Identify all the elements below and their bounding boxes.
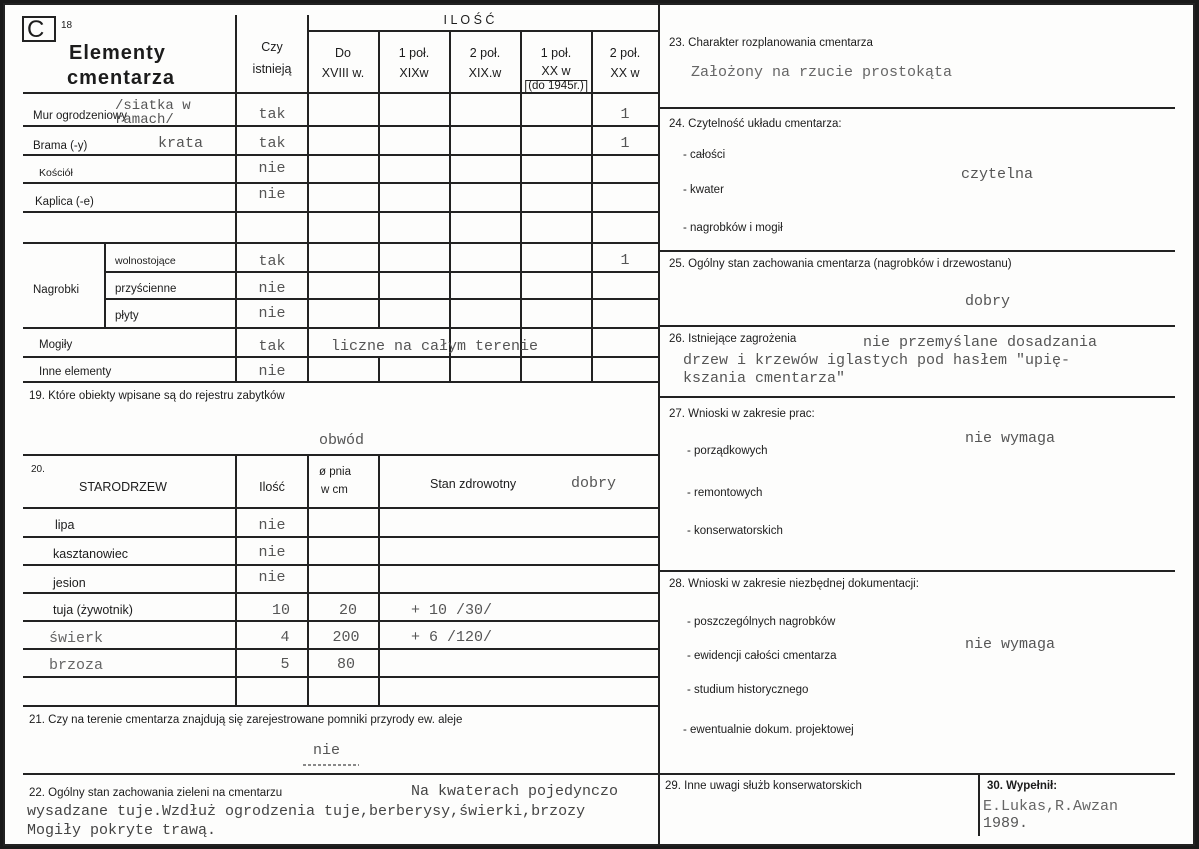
row-qty: 1 [620,106,630,123]
row-exists: nie [258,160,286,177]
nagrobki-row-exists: tak [258,253,286,270]
q24-item: - nagrobków i mogił [683,222,783,234]
q29-label: 29. Inne uwagi służb konserwatorskich [665,780,862,792]
period-label: 1 poł. [540,46,572,60]
q28-item: - ewentualnie dokum. projektowej [683,724,854,736]
row-note: /siatka w ramach/ [115,98,191,128]
period-label: 2 poł. [609,46,641,60]
q20-header-name: STARODRZEW [79,480,167,494]
nagrobki-row-exists: nie [258,305,286,322]
record-card [3,3,1195,846]
q25-label: 25. Ogólny stan zachowania cmentarza (nagrobków i drzewostanu) [669,258,1012,270]
period-label: 2 poł. [469,46,501,60]
q26-line1: nie przemyślane dosadzania [863,334,1098,351]
q22-line1: Na kwaterach pojedynczo [411,783,619,800]
q19-label: 19. Które obiekty wpisane są do rejestru zabytków [29,390,285,402]
period-label: XX w [541,64,571,78]
q19-answer: obwód [319,432,365,449]
tree-name: kasztanowiec [53,547,129,561]
q20-number: 20. [31,464,45,475]
tree-name: jesion [53,576,86,590]
period-label: XIX.w [468,66,502,80]
tree-name: brzoza [49,657,104,674]
tree-note: + 6 /120/ [411,629,493,646]
q20-health-value: dobry [571,475,617,492]
q28-item: - ewidencji całości cmentarza [687,650,837,662]
nagrobki-row-label: wolnostojące [115,255,176,267]
inne-label: Inne elementy [39,366,112,378]
q28-answer: nie wymaga [965,636,1056,653]
q27-item: - remontowych [687,487,763,499]
nagrobki-row-label: płyty [115,310,139,322]
mogily-exists: tak [258,338,286,355]
row-label: Kaplica (-e) [35,196,94,208]
q23-label: 23. Charakter rozplanowania cmentarza [669,37,873,49]
q24-item: - kwater [683,184,724,196]
q25-answer: dobry [965,293,1011,310]
mogily-label: Mogiły [39,339,73,351]
period-label: XVIII w. [321,66,365,80]
elements-title-2: cmentarza [67,67,175,89]
period-label: XX w [610,66,640,80]
q30-name: E.Lukas,R.Awzan [983,798,1119,815]
tree-qty: 10 [271,602,291,619]
q24-item: - całości [683,149,726,161]
nagrobki-row-label: przyścienne [115,283,177,295]
row-note: krata [158,135,204,152]
card-letter: C [27,16,46,43]
mogily-note: liczne na całym terenie [331,338,539,355]
q28-item: - poszczególnych nagrobków [687,616,836,628]
row-qty: 1 [620,135,630,152]
period-label: (do 1945r.) [525,80,587,94]
q27-item: - konserwatorskich [687,525,783,537]
q27-label: 27. Wnioski w zakresie prac: [669,408,815,420]
q26-line3: kszania cmentarza" [683,370,846,387]
q30-year: 1989. [983,815,1029,832]
q28-item: - studium historycznego [687,684,809,696]
tree-qty: nie [258,544,286,561]
row-label: Brama (-y) [33,140,88,152]
q22-line3: Mogiły pokryte trawą. [27,822,217,839]
q27-item: - porządkowych [687,445,768,457]
q20-header-health: Stan zdrowotny [430,477,517,491]
qty-header: I L O Ś Ć [443,13,495,27]
card-number: 18 [61,20,73,31]
q20-header-qty: Ilość [259,480,285,494]
q20-header-diam-1: ø pnia [319,466,351,478]
row-exists: tak [258,135,286,152]
tree-qty: nie [258,569,286,586]
col-exists-1: Czy [261,40,283,54]
nagrobki-label: Nagrobki [33,284,80,296]
row-label: Kościół [39,167,73,179]
tree-diam: 200 [332,629,360,646]
nagrobki-row-exists: nie [258,280,286,297]
q24-answer: czytelna [961,166,1034,183]
tree-qty: 4 [280,629,290,646]
period-label: XIXw [399,66,429,80]
row-label: Mur ogrodzeniowy [33,110,127,122]
q22-line2: wysadzane tuje.Wzdłuż ogrodzenia tuje,berberysy,świerki,brzozy [27,803,586,820]
q30-label: 30. Wypełnił: [987,780,1058,792]
tree-name: lipa [55,518,75,532]
col-exists-2: istnieją [252,62,292,76]
q27-answer: nie wymaga [965,430,1056,447]
elements-title-1: Elementy [69,42,166,64]
row-exists: tak [258,106,286,123]
period-label: Do [335,46,351,60]
tree-name: świerk [49,630,104,647]
tree-diam: 20 [338,602,358,619]
q28-label: 28. Wnioski w zakresie niezbędnej dokumentacji: [669,578,919,590]
q21-label: 21. Czy na terenie cmentarza znajdują się zarejestrowane pomniki przyrody ew. aleje [29,714,463,726]
tree-name: tuja (żywotnik) [53,603,133,617]
q21-answer: nie [313,742,341,759]
inne-exists: nie [258,363,286,380]
q24-label: 24. Czytelność układu cmentarza: [669,118,842,130]
tree-note: + 10 /30/ [411,602,493,619]
tree-qty: 5 [280,656,290,673]
row-exists: nie [258,186,286,203]
nagrobki-row-qty: 1 [620,252,630,269]
q23-answer: Założony na rzucie prostokąta [691,64,953,81]
tree-qty: nie [258,517,286,534]
tree-diam: 80 [336,656,356,673]
q26-line2: drzew i krzewów iglastych pod hasłem "upię- [683,352,1071,369]
period-label: 1 poł. [398,46,430,60]
q20-header-diam-2: w cm [321,484,348,496]
q26-label: 26. Istniejące zagrożenia [669,333,797,345]
q22-label: 22. Ogólny stan zachowania zieleni na cmentarzu [29,787,283,799]
